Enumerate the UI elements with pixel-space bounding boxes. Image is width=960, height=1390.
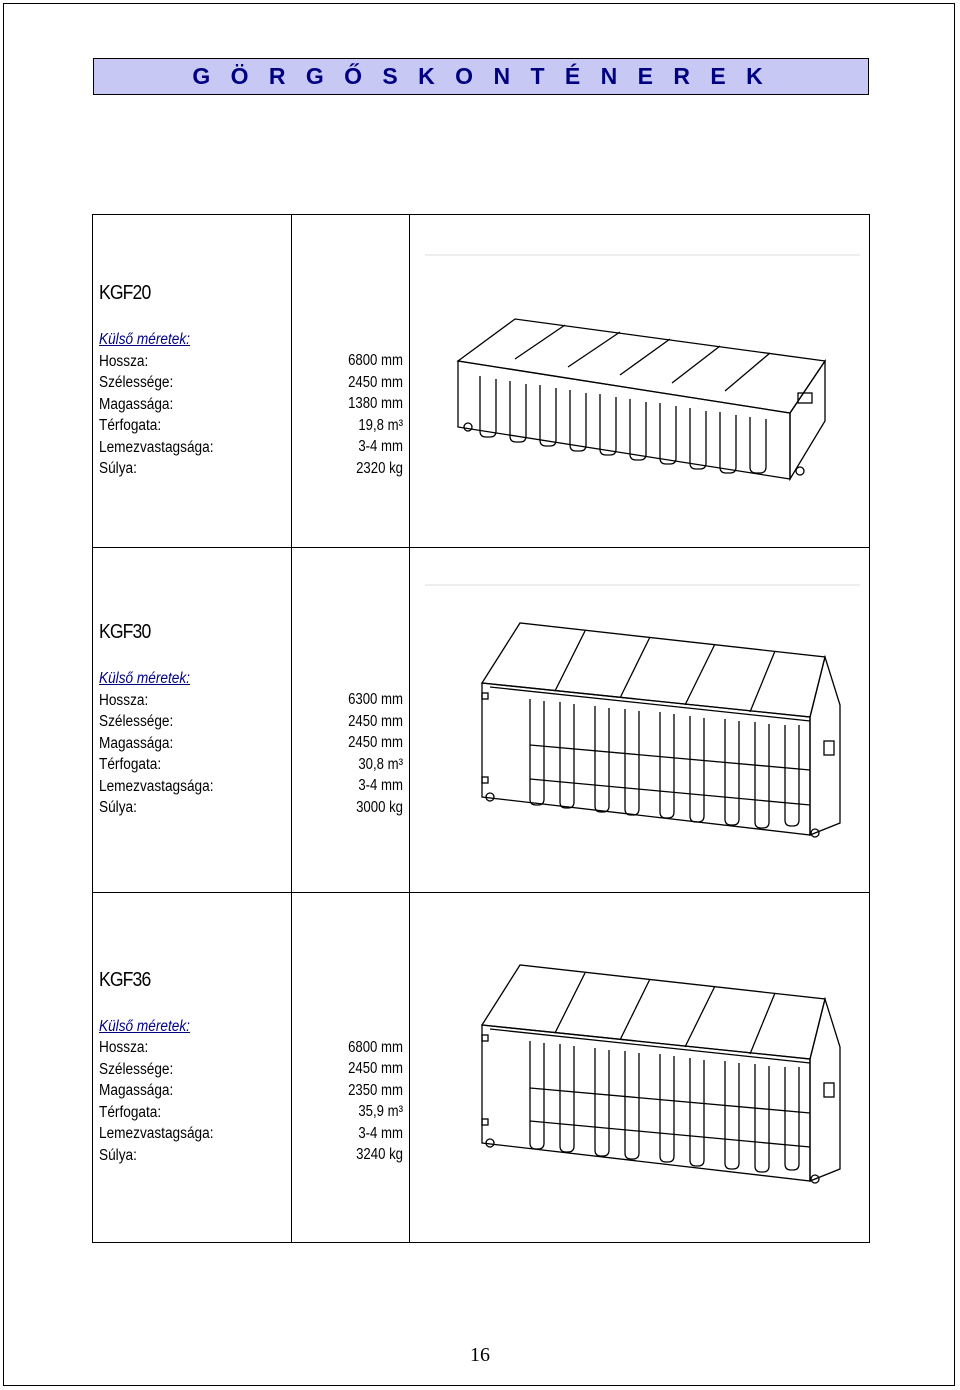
label-cell <box>93 215 292 548</box>
label-magassaga: Magassága: <box>99 734 174 752</box>
value-magassaga: 1380 mm <box>348 395 403 413</box>
value-cell <box>292 893 410 1243</box>
image-cell <box>410 548 870 893</box>
value-cell <box>292 215 410 548</box>
section-label: Külső méretek: <box>99 331 190 349</box>
value-sulya: 3240 kg <box>356 1146 403 1164</box>
table-row <box>93 548 870 893</box>
label-hossza: Hossza: <box>99 691 149 709</box>
model-name: KGF20 <box>99 282 151 305</box>
value-hossza: 6800 mm <box>348 352 403 370</box>
label-terfogata: Térfogata: <box>99 1103 162 1121</box>
value-magassaga: 2350 mm <box>348 1081 403 1099</box>
label-magassaga: Magassága: <box>99 395 174 413</box>
container-drawing-kgf36 <box>420 913 860 1223</box>
label-szelessege: Szélessége: <box>99 713 174 731</box>
model-name: KGF30 <box>99 621 151 644</box>
section-label: Külső méretek: <box>99 1017 190 1035</box>
label-lemezvastagsaga: Lemezvastagsága: <box>99 438 214 456</box>
label-terfogata: Térfogata: <box>99 417 162 435</box>
image-cell <box>410 215 870 548</box>
value-sulya: 3000 kg <box>356 798 403 816</box>
value-terfogata: 19,8 m³ <box>358 416 403 434</box>
value-lemezvastagsaga: 3-4 mm <box>358 1124 403 1142</box>
value-lemezvastagsaga: 3-4 mm <box>358 777 403 795</box>
value-terfogata: 30,8 m³ <box>358 755 403 773</box>
label-sulya: Súlya: <box>99 460 137 478</box>
value-szelessege: 2450 mm <box>348 1060 403 1078</box>
spec-table <box>92 214 870 1243</box>
label-terfogata: Térfogata: <box>99 756 162 774</box>
value-szelessege: 2450 mm <box>348 373 403 391</box>
page-number: 16 <box>470 1344 490 1366</box>
value-magassaga: 2450 mm <box>348 734 403 752</box>
label-hossza: Hossza: <box>99 1039 149 1057</box>
page-title: G Ö R G Ő S K O N T É N E R E K <box>192 63 770 89</box>
label-sulya: Súlya: <box>99 799 137 817</box>
label-lemezvastagsaga: Lemezvastagsága: <box>99 1125 214 1143</box>
label-lemezvastagsaga: Lemezvastagsága: <box>99 777 214 795</box>
label-hossza: Hossza: <box>99 352 149 370</box>
title-bar <box>93 58 869 95</box>
value-terfogata: 35,9 m³ <box>358 1103 403 1121</box>
value-sulya: 2320 kg <box>356 459 403 477</box>
value-szelessege: 2450 mm <box>348 712 403 730</box>
label-szelessege: Szélessége: <box>99 374 174 392</box>
model-name: KGF36 <box>99 968 151 991</box>
label-szelessege: Szélessége: <box>99 1060 174 1078</box>
label-cell <box>93 893 292 1243</box>
container-drawing-kgf30 <box>420 565 860 875</box>
label-sulya: Súlya: <box>99 1146 137 1164</box>
section-label: Külső méretek: <box>99 670 190 688</box>
table-row <box>93 893 870 1243</box>
value-cell <box>292 548 410 893</box>
container-drawing-kgf20 <box>420 231 860 531</box>
value-hossza: 6300 mm <box>348 691 403 709</box>
value-hossza: 6800 mm <box>348 1038 403 1056</box>
value-lemezvastagsaga: 3-4 mm <box>358 438 403 456</box>
image-cell <box>410 893 870 1243</box>
table-row <box>93 215 870 548</box>
label-cell <box>93 548 292 893</box>
label-magassaga: Magassága: <box>99 1082 174 1100</box>
